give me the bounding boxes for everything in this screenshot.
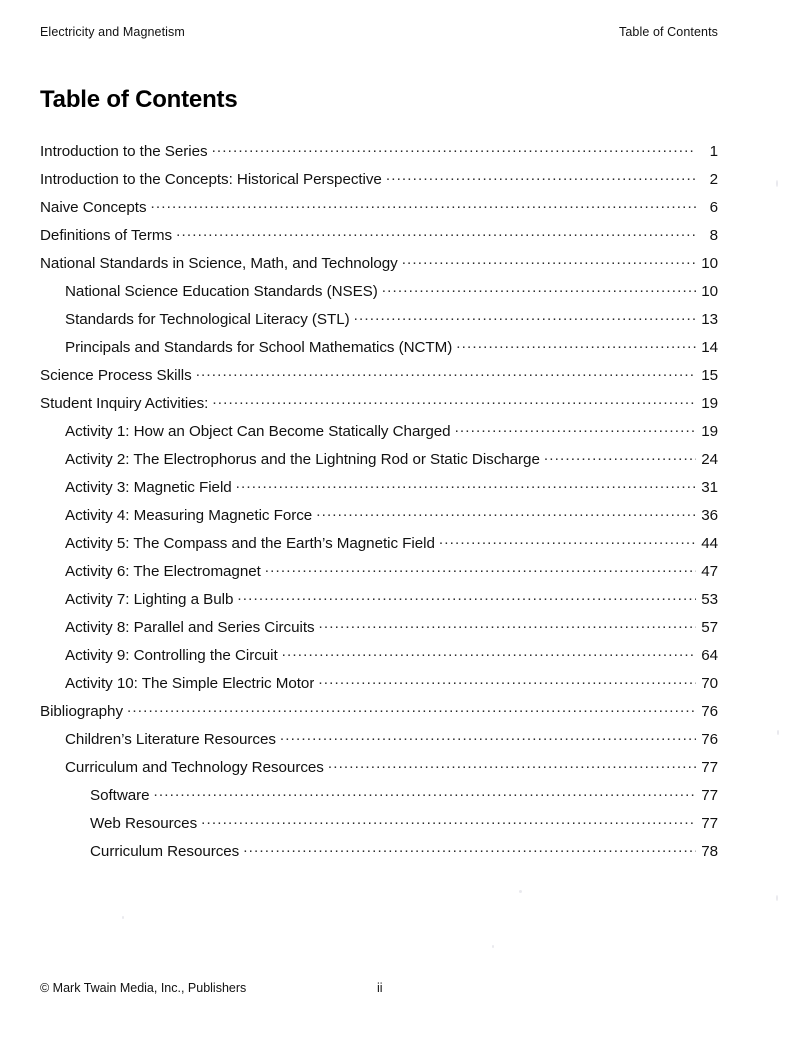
toc-entry[interactable] <box>40 197 718 225</box>
running-head-book-title: Electricity and Magnetism <box>40 25 185 39</box>
toc-dot-leader <box>318 673 696 688</box>
toc-dot-leader <box>386 169 696 184</box>
toc-entry[interactable] <box>40 169 718 197</box>
toc-entry-page-number: 76 <box>701 731 718 749</box>
toc-entry-label: Activity 8: Parallel and Series Circuits <box>65 619 315 637</box>
toc-entry-page-number: 19 <box>701 423 718 441</box>
running-head <box>40 25 718 39</box>
toc-entry[interactable] <box>40 477 718 505</box>
toc-entry-label: Definitions of Terms <box>40 227 173 245</box>
toc-entry[interactable] <box>40 421 718 449</box>
toc-entry-label: Curriculum and Technology Resources <box>65 759 324 777</box>
toc-entry-label: Activity 7: Lighting a Bulb <box>65 591 234 609</box>
toc-entry-label: Introduction to the Concepts: Historical Perspective <box>40 171 382 189</box>
toc-dot-leader <box>282 645 696 660</box>
toc-entry-label: Standards for Technological Literacy (STL) <box>65 311 350 329</box>
toc-entry[interactable] <box>40 729 718 757</box>
toc-entry[interactable] <box>40 757 718 785</box>
toc-entry-page-number: 8 <box>709 227 718 245</box>
toc-entry-label: National Standards in Science, Math, and Technology <box>40 255 398 273</box>
toc-entry-page-number: 47 <box>701 563 718 581</box>
toc-entry[interactable] <box>40 645 718 673</box>
toc-entry-label: Activity 5: The Compass and the Earth’s Magnetic Field <box>65 535 435 553</box>
toc-entry-page-number: 10 <box>701 255 718 273</box>
toc-entry-label: Activity 4: Measuring Magnetic Force <box>65 507 313 525</box>
toc-entry-page-number: 10 <box>701 283 718 301</box>
toc-entry-label: Activity 9: Controlling the Circuit <box>65 647 278 665</box>
footer-copyright: © Mark Twain Media, Inc., Publishers <box>40 981 247 995</box>
toc-entry-page-number: 77 <box>701 759 718 777</box>
toc-entry[interactable] <box>40 225 718 253</box>
toc-entry-label: Student Inquiry Activities: <box>40 395 209 413</box>
toc-dot-leader <box>212 393 696 408</box>
toc-entry-page-number: 64 <box>701 647 718 665</box>
toc-entry[interactable] <box>40 673 718 701</box>
toc-dot-leader <box>176 225 696 240</box>
toc-entry[interactable] <box>40 393 718 421</box>
toc-entry-page-number: 6 <box>709 199 718 217</box>
toc-entry[interactable] <box>40 813 718 841</box>
page-title: Table of Contents <box>40 86 238 113</box>
toc-dot-leader <box>328 757 696 772</box>
scan-speckle <box>777 730 779 735</box>
toc-dot-leader <box>151 197 696 212</box>
toc-entry-label: Activity 6: The Electromagnet <box>65 563 261 581</box>
toc-entry-label: Introduction to the Series <box>40 143 208 161</box>
toc-dot-leader <box>280 729 696 744</box>
toc-entry-page-number: 57 <box>701 619 718 637</box>
toc-entry-page-number: 53 <box>701 591 718 609</box>
toc-dot-leader <box>316 505 696 520</box>
toc-entry[interactable] <box>40 561 718 589</box>
toc-dot-leader <box>455 421 696 436</box>
toc-entry-page-number: 14 <box>701 339 718 357</box>
toc-entry-label: Activity 3: Magnetic Field <box>65 479 232 497</box>
toc-entry-label: Activity 10: The Simple Electric Motor <box>65 675 315 693</box>
toc-dot-leader <box>265 561 696 576</box>
scan-speckle <box>492 945 494 948</box>
toc-dot-leader <box>236 477 696 492</box>
scan-speckle <box>776 180 778 187</box>
toc-entry-page-number: 44 <box>701 535 718 553</box>
table-of-contents <box>40 141 718 869</box>
toc-entry[interactable] <box>40 281 718 309</box>
toc-entry-page-number: 77 <box>701 787 718 805</box>
toc-entry-label: Principals and Standards for School Mathematics (NCTM) <box>65 339 453 357</box>
toc-entry[interactable] <box>40 253 718 281</box>
toc-entry[interactable] <box>40 617 718 645</box>
toc-dot-leader <box>212 141 696 156</box>
toc-entry[interactable] <box>40 365 718 393</box>
toc-entry[interactable] <box>40 533 718 561</box>
toc-dot-leader <box>402 253 696 268</box>
toc-entry[interactable] <box>40 505 718 533</box>
toc-entry-page-number: 36 <box>701 507 718 525</box>
scan-speckle <box>519 890 522 893</box>
toc-entry-label: Naive Concepts <box>40 199 147 217</box>
toc-dot-leader <box>237 589 696 604</box>
scan-speckle <box>122 916 124 919</box>
toc-entry-page-number: 13 <box>701 311 718 329</box>
toc-entry-label: Web Resources <box>90 815 198 833</box>
running-head-section-title: Table of Contents <box>619 25 718 39</box>
toc-entry-label: Children’s Literature Resources <box>65 731 276 749</box>
toc-dot-leader <box>544 449 696 464</box>
toc-entry-page-number: 31 <box>701 479 718 497</box>
toc-entry-page-number: 24 <box>701 451 718 469</box>
toc-dot-leader <box>154 785 696 800</box>
scan-speckle <box>776 895 778 901</box>
footer-page-number: ii <box>377 981 383 995</box>
toc-dot-leader <box>456 337 696 352</box>
toc-entry-label: Activity 1: How an Object Can Become Statically Charged <box>65 423 451 441</box>
toc-dot-leader <box>439 533 696 548</box>
toc-entry-page-number: 1 <box>709 143 718 161</box>
toc-dot-leader <box>354 309 696 324</box>
toc-entry-page-number: 19 <box>701 395 718 413</box>
toc-entry-label: Curriculum Resources <box>90 843 240 861</box>
toc-entry[interactable] <box>40 337 718 365</box>
toc-entry-page-number: 76 <box>701 703 718 721</box>
toc-dot-leader <box>196 365 696 380</box>
toc-entry-label: Software <box>90 787 150 805</box>
toc-entry-page-number: 78 <box>701 843 718 861</box>
toc-entry[interactable] <box>40 841 718 869</box>
toc-entry-page-number: 2 <box>709 171 718 189</box>
toc-entry-label: Science Process Skills <box>40 367 192 385</box>
toc-entry[interactable] <box>40 589 718 617</box>
toc-entry-page-number: 70 <box>701 675 718 693</box>
toc-entry-label: Bibliography <box>40 703 123 721</box>
toc-entry-page-number: 15 <box>701 367 718 385</box>
toc-dot-leader <box>319 617 696 632</box>
page-footer <box>40 981 760 999</box>
toc-dot-leader <box>382 281 696 296</box>
toc-entry[interactable] <box>40 785 718 813</box>
toc-dot-leader <box>127 701 696 716</box>
toc-entry-page-number: 77 <box>701 815 718 833</box>
toc-entry[interactable] <box>40 449 718 477</box>
toc-entry[interactable] <box>40 141 718 169</box>
toc-entry[interactable] <box>40 309 718 337</box>
toc-entry-label: National Science Education Standards (NSES) <box>65 283 378 301</box>
toc-dot-leader <box>243 841 696 856</box>
toc-dot-leader <box>201 813 696 828</box>
toc-entry-label: Activity 2: The Electrophorus and the Lightning Rod or Static Discharge <box>65 451 540 469</box>
toc-entry[interactable] <box>40 701 718 729</box>
